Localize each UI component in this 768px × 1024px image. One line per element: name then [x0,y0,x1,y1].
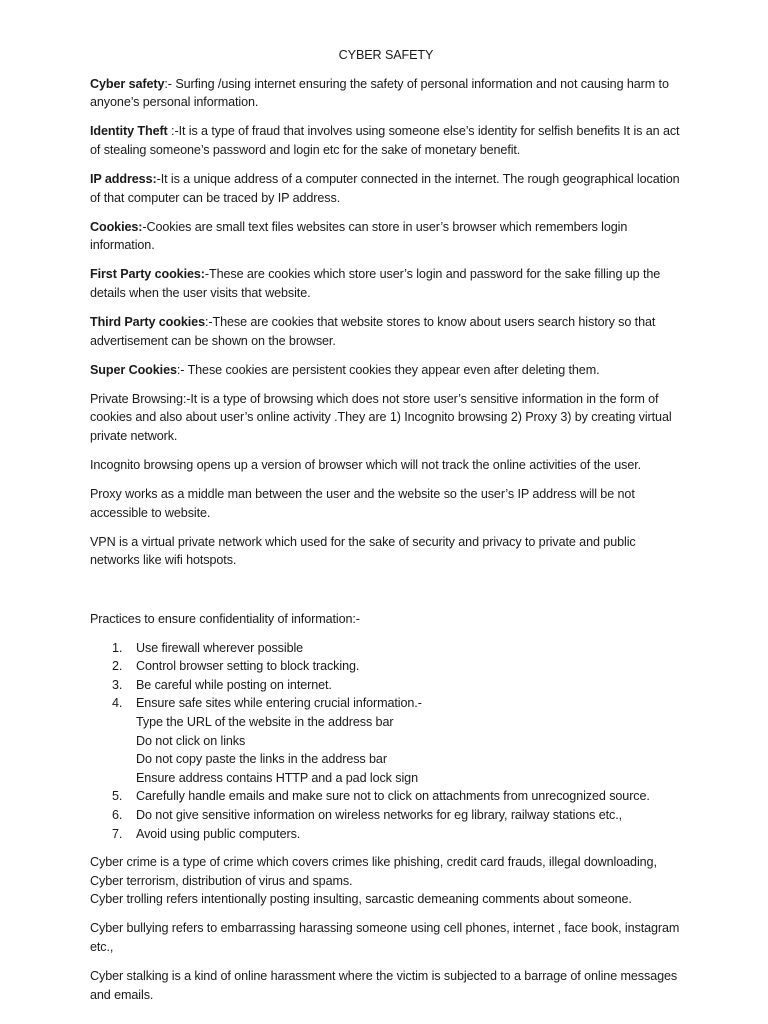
paragraph-cyber-bullying: Cyber bullying refers to embarrassing harassing someone using cell phones, internet , face book, instagram etc., [90,921,680,955]
definition-cyber-safety: Cyber safety:- Surfing /using internet ensuring the safety of personal information and not causing harm to anyone’s personal information. [90,76,669,110]
paragraph-cyber-stalking: Cyber stalking is a kind of online harassment where the victim is subjected to a barrage of online messages and emails. [90,969,678,1002]
practices-list [90,639,682,844]
term: First Party cookies: [90,267,205,282]
paragraph-proxy: Proxy works as a middle man between the user and the website so the user’s IP address will be not accessible to website. [90,487,635,520]
cyber-trolling-text: Cyber trolling refers intentionally posting insulting, sarcastic demeaning comments about someone. [90,892,632,907]
list-item: 6. Do not give sensitive information on wireless networks for eg library, railway stations etc., [112,808,623,822]
definition-first-party-cookies: First Party cookies:-These are cookies which store user’s login and password for the sake filling up the details when the user visits that website. [90,267,661,300]
term: Super Cookies [90,362,177,377]
spacer [90,581,682,610]
definition-super-cookies: Super Cookies:- These cookies are persistent cookies they appear even after deleting them. [90,362,600,377]
definition-text: These cookies are persistent cookies they appear even after deleting them. [187,362,600,377]
list-item: 7. Avoid using public computers. [112,826,301,841]
term: Third Party cookies [90,315,205,330]
list-item: 5. Carefully handle emails and make sure not to click on attachments from unrecognized source. [112,789,650,804]
definition-cookies: Cookies:-Cookies are small text files websites can store in user’s browser which remembers login information. [90,219,628,253]
definition-text: Cookies are small text files websites can store in user’s browser which remembers login information. [90,219,628,253]
definition-identity-theft: Identity Theft :-It is a type of fraud that involves using someone else’s identity for selfish benefits It is an act of stealing someone’s password and login etc for the sake of monetary benefit. [90,124,680,157]
paragraph-incognito: Incognito browsing opens up a version of browser which will not track the online activities of the user. [90,458,642,473]
paragraph-vpn: VPN is a virtual private network which used for the sake of security and privacy to private and public networks like wifi hotspots. [90,534,636,568]
paragraph-private-browsing: Private Browsing:-It is a type of browsing which does not store user’s sensitive information in the form of cookies and also about user’s online activity .They are 1) Incognito browsing 2) Proxy 3) by creating virtual private network. [90,391,672,443]
definition-text: Surfing /using internet ensuring the safety of personal information and not causing harm to anyone’s personal information. [90,76,669,110]
definition-text: These are cookies which store user’s login and password for the sake filling up the details when the user visits that website. [90,267,661,300]
definition-text: It is a unique address of a computer connected in the internet. The rough geographical location of that computer can be traced by IP address. [90,171,680,205]
list-item: 1. Use firewall wherever possible [112,640,304,655]
document-title: CYBER SAFETY [338,48,434,62]
list-item: 3. Be careful while posting on internet. [112,677,332,692]
sub-item: Do not click on links [136,733,246,748]
sub-item: Type the URL of the website in the address bar [136,715,394,730]
paragraph-cyber-crime: Cyber crime is a type of crime which covers crimes like phishing, credit card frauds, illegal downloading, Cyber terrorism, distribution of virus and spams. Cyber trolling refers intentionally posting insulting, sarcastic demeaning comments about someone. [90,855,657,907]
sub-list [136,713,682,787]
definition-ip-address: IP address:-It is a unique address of a computer connected in the internet. The rough geographical location of that computer can be traced by IP address. [90,171,680,205]
list-item: 4. Ensure safe sites while entering crucial information.- Type the URL of the website in the address bar Do not click on links Do not copy paste the links in the address bar Ensure address contains HTTP and a pad lock sign [90,694,682,787]
sub-item: Ensure address contains HTTP and a pad lock sign [136,770,418,785]
term: Cookies: [90,219,143,234]
term: IP address: [90,171,157,186]
definition-text: These are cookies that website stores to know about users search history so that advertisement can be shown on the browser. [90,315,656,348]
term: Identity Theft [90,124,168,139]
definition-text: It is a type of fraud that involves using someone else’s identity for selfish benefits It is an act of stealing someone’s password and login etc for the sake of monetary benefit. [90,124,680,157]
sub-item: Do not copy paste the links in the address bar [136,752,387,767]
term: Cyber safety [90,76,165,91]
definition-third-party-cookies: Third Party cookies:-These are cookies that website stores to know about users search history so that advertisement can be shown on the browser. [90,315,656,348]
list-item: 2. Control browser setting to block tracking. [112,659,360,674]
practices-heading: Practices to ensure confidentiality of information:- [90,611,360,626]
